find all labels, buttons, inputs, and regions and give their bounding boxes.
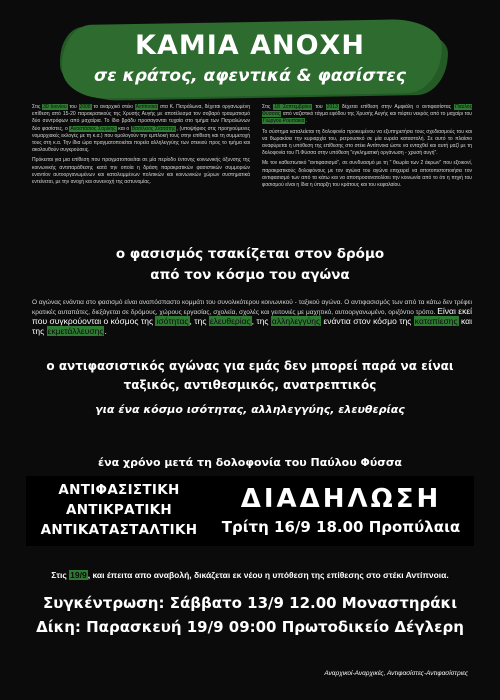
left-column-text xyxy=(32,104,250,189)
text-span: Είναι εκεί που συγκρούονται ο κόσμος της xyxy=(32,306,472,326)
text-span: Στις xyxy=(262,104,274,110)
right-paragraph-2: Το σύστημα καταλείεται τη δολοφονία προκειμένου να εξυπηρετήσει τους σχεδιασμούς του και να θωρακίσει την κυριαρχία του, ρετρουσικό σε μία ευρεία καταστολή. Σε αυτό το πλαίσιο αναφύρεται η υπόθεση της επίθεσης στο στέκι Αντίπνοια ώστε να ενταχθεί και αυτή μαζί με τη δολοφονία του Π.Φύσσα στην υπόθεση "εγκληματική οργάνωση - χρυσή αυγή". xyxy=(262,128,472,157)
highlight-name: Αναστάσιος Σαρίκης xyxy=(70,125,116,132)
text-span: , και έπειτα απο αναβολή, δικάζεται εκ νέου η υπόθεση της επίθεσης στο στέκι Αντίπνοια. xyxy=(87,570,449,580)
left-paragraph-1 xyxy=(32,104,250,154)
highlight-name: Παύλος Φύσσας xyxy=(262,104,472,118)
text-span: δέχεται επίθεση στην Αμφιάλη ο αντιφασίστας xyxy=(338,104,455,110)
meeting-gathering: Συγκέντρωση: Σάββατο 13/9 12.00 Μοναστηράκι xyxy=(42,594,458,612)
highlight-word: ελευθερίας xyxy=(209,316,251,326)
text-span: το αναρχικό στέκι xyxy=(91,104,135,110)
text-span: και της xyxy=(32,316,472,336)
highlight-date: 18 Σεπτεμβρίου xyxy=(274,104,312,110)
slogan-line: ο φασισμός τσακίζεται στον δρόμο xyxy=(115,246,385,262)
demo-adjective: ΑΝΤΙΦΑΣΙΣΤΙΚΗ xyxy=(58,482,180,498)
demo-adjective: ΑΝΤΙΚΡΑΤΙΚΗ xyxy=(65,502,173,518)
highlight-year: 2013 xyxy=(326,104,338,110)
text-span: Στις xyxy=(51,570,70,580)
anniversary-line: ένα χρόνο μετά τη δολοφονία του Παύλου Φύσσα xyxy=(98,456,402,469)
highlight-word: εκμετάλλευσης xyxy=(47,326,104,336)
right-paragraph-1 xyxy=(262,104,472,126)
trial-note xyxy=(0,570,500,580)
demo-title: ΔΙΑΔΗΛΩΣΗ xyxy=(240,484,442,514)
highlight-word: αλληλεγγύης xyxy=(271,316,321,326)
slogan-line: ο αντιφασιστικός αγώνας για εμάς δεν μπορεί παρά να είναι xyxy=(46,359,454,373)
text-span: , της xyxy=(189,316,209,326)
slogan-line: από τον κόσμο του αγώνα xyxy=(150,267,350,283)
text-span: Ο αγώνας ενάντια στο φασισμό είναι αναπόσπαστο κομμάτι του συνολικότερου κοινωνικού - ταξικού αγώνα. Ο αντιφασισμός των από τα κάτω δεν τρέφει κρατικές αυταπάτες, διεξάγεται σε δρόμους, χώρους εργασίας, σχολεία, σχολές και γειτονιές με μαχητικό, αυτοοργανωμένο, οριζόντιο τρόπο. xyxy=(32,299,472,316)
text-span: του xyxy=(312,104,326,110)
slogan-world-equality: για ένα κόσμο ισότητας, αλληλεγγύης, ελευθερίας xyxy=(95,403,405,416)
highlight-year: 2008 xyxy=(79,104,91,110)
body-paragraph xyxy=(32,298,472,337)
right-column-text xyxy=(262,104,472,192)
highlight-date: 30 Ιουνίου xyxy=(43,104,67,110)
demo-adjective: ΑΝΤΙΚΑΤΑΣΤΑΛΤΙΚΗ xyxy=(40,522,198,538)
text-span: από ναζιστικό τάγμα εφόδου της Χρυσής Αυγής και πέφτει νεκρός από το μαχαίρι του xyxy=(281,111,472,118)
text-span: στα Κ. Πετράλωνα, δέχεται οργανωμένη επίθεση από 15-20 παρακρατικούς της Χρυσής Αυγής με αποτέλεσμα τον σοβαρό τραυματισμό δύο συντρόφων από μαχαίρια. Το ίδιο βράδυ προσαγονται τυχαία στο τμήμα των Πετραλώνων δύο φασίστες, ο xyxy=(32,104,251,132)
demo-date: Τρίτη 16/9 18.00 Προπύλαια xyxy=(221,518,461,536)
demo-adjectives xyxy=(34,480,204,540)
text-span: , (υποψήφιος στις προηγούμενες νομαρχιακές εκλογές με τη κ.α.) που ομολογούν την εμπλοκή τους στην επίθεση και τη συμμετοχή τους στη κ.α. Την ίδια ώρα πραγματοποιείται πορεία αλληλεγγύης των στεκιού προς το τμήμα και ακολουθούν συγκρούσεις. xyxy=(32,125,250,154)
left-paragraph-2: Πρόκειται για μια επίθεση που πραγματοποιείται σε μία περίοδο έντονης κοινωνικής όξυνσης της κοινωνικής αντιπαράθεσης κατά την οποία η δράση παρακρατικών φασιστικών συμμοριών εναντίον αυτοοργανωμένων και καταλειμμένων πολιτικών και κοινωνικών χώρων συστηματικά εντείνεται, με την ανοχή και συνενοχή της αστυνομίας. xyxy=(32,157,250,186)
highlight-date: 19/9 xyxy=(70,570,87,580)
text-span: του xyxy=(67,104,79,110)
poster-subtitle: σε κράτος, αφεντικά & φασίστες xyxy=(94,66,406,86)
highlight-word: ισότητας xyxy=(156,316,189,326)
highlight-place: Αντίπνοια xyxy=(135,104,158,110)
right-paragraph-3: Με τον καθεστωτικό "αντιφασισμό", σε συνδυασμό με τη " θεωρία των 2 άκρων" που εξοικονί, παρακρατικούς δολοφόνους με τον αγώνα του αγώνα επιχειρεί να αποτοπιστοποιήσει τον αντιφασισμό των από τα κάτω και να αποπροσανατολίσει την κοινωνία από το ότι η πηγή του φασισμού είναι η ίδια η ύπαρξη του κράτους και του κεφαλαίου. xyxy=(262,160,472,189)
highlight-word: καταπίεσης xyxy=(414,316,458,326)
text-span: Στις xyxy=(32,104,43,110)
slogan-antifascist-struggle xyxy=(0,357,500,395)
signature: Αναρχικοί-Αναρχικές, Αντιφασίστες-Αντιφασίστριες xyxy=(324,670,468,677)
slogan-fascism-crushed xyxy=(0,244,500,286)
text-span: και ο xyxy=(116,125,131,132)
slogan-line: ταξικός, αντιθεσμικός, ανατρεπτικός xyxy=(123,378,377,392)
text-span: . xyxy=(305,118,307,125)
poster-title: ΚΑΜΙΑ ΑΝΟΧΗ xyxy=(135,30,365,61)
highlight-name: Βασίλειος Σιαπάτης xyxy=(131,125,176,132)
text-span: ενάντια στον κόσμο της xyxy=(321,316,414,326)
text-span: . xyxy=(104,326,107,336)
text-span: , της xyxy=(251,316,271,326)
highlight-name: Γιώργου Ρουπακιά xyxy=(263,118,305,125)
meeting-trial: Δίκη: Παρασκευή 19/9 09:00 Πρωτοδικείο Δέγλερη xyxy=(36,618,464,636)
